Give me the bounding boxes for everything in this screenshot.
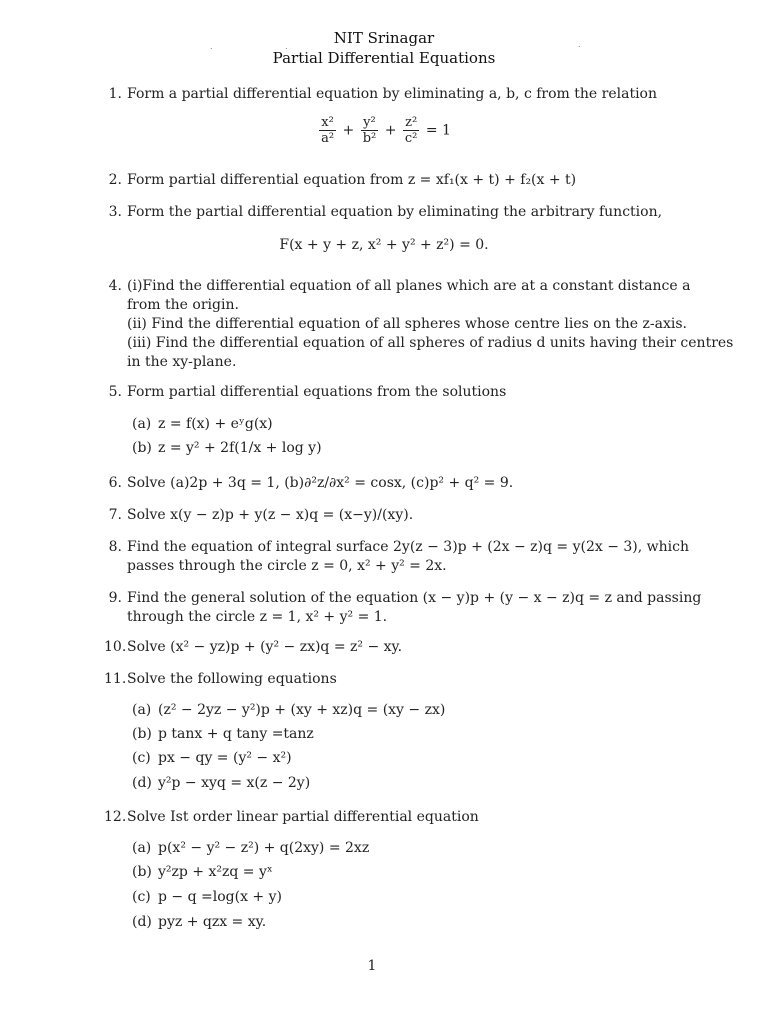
question-text (127, 277, 734, 372)
question-number: 8. (108, 539, 122, 555)
question-line: through the circle z = 1, x² + y² = 1. (127, 609, 388, 625)
scan-dot: . (210, 42, 213, 51)
scan-dot: . (578, 40, 581, 49)
question-text: Solve the following equations (127, 671, 337, 687)
question-line: in the xy-plane. (127, 354, 237, 370)
part-label: (b) (132, 726, 152, 742)
fraction-z (403, 115, 420, 146)
question-line: from the origin. (127, 297, 239, 313)
question-number: 9. (108, 590, 122, 606)
part-label: (a) (132, 702, 152, 718)
question-11-part-c (132, 749, 292, 768)
question-number: 6. (108, 475, 122, 491)
part-text: y²zp + x²zq = yˣ (158, 864, 273, 880)
question-11-part-b (132, 725, 314, 744)
question-text: Form partial differential equations from the solutions (127, 384, 507, 400)
part-label: (b) (132, 440, 152, 456)
part-label: (c) (132, 889, 151, 905)
institution-title: NIT Srinagar (333, 29, 435, 47)
question-text: Form partial differential equation from z = xf₁(x + t) + f₂(x + t) (127, 172, 577, 188)
part-label: (a) (132, 840, 152, 856)
fraction-x (319, 115, 336, 146)
question-text: Form the partial differential equation by eliminating the arbitrary function, (127, 204, 663, 220)
question-text (127, 538, 689, 576)
part-label: (d) (132, 775, 152, 791)
question-number: 11. (104, 671, 127, 687)
part-text: y²p − xyq = x(z − 2y) (158, 775, 311, 791)
part-text: p(x² − y² − z²) + q(2xy) = 2xz (158, 840, 370, 856)
question-5-part-b (132, 439, 322, 458)
question-line: (ii) Find the differential equation of all spheres whose centre lies on the z-axis. (127, 316, 688, 332)
question-text (127, 589, 702, 627)
page-number: 1 (367, 958, 377, 974)
question-number: 3. (108, 204, 122, 220)
part-text: p − q =log(x + y) (158, 889, 282, 905)
question-line: Find the equation of integral surface 2y(z − 3)p + (2x − z)q = y(2x − 3), which (127, 539, 689, 555)
question-text: Solve Ist order linear partial differential equation (127, 809, 479, 825)
part-label: (d) (132, 914, 152, 930)
part-label: (a) (132, 416, 152, 432)
fraction-y (361, 115, 379, 146)
question-text: Solve (a)2p + 3q = 1, (b)∂²z/∂x² = cosx, (c)p² + q² = 9. (127, 475, 514, 491)
equation-rhs: = 1 (425, 122, 451, 139)
subject-title: Partial Differential Equations (272, 49, 496, 67)
question-12-part-a (132, 839, 369, 858)
denominator: c² (404, 131, 418, 146)
part-text: z = f(x) + eʸg(x) (158, 416, 273, 432)
denominator: b² (362, 131, 377, 146)
question-number: 5. (108, 384, 122, 400)
part-label: (c) (132, 750, 151, 766)
question-number: 2. (108, 172, 122, 188)
equation-q1: $\frac{\text{x²}}{\text{a²}}$ + $\frac{\text{y²}}{\text{b²}}$ + $\frac{\text{z²}}{\text{c²}}$ = 1 (321, 115, 451, 146)
numerator: x² (319, 115, 336, 131)
denominator: a² (321, 131, 335, 146)
question-text: Form a partial differential equation by eliminating a, b, c from the relation (127, 86, 657, 102)
question-line: (i)Find the differential equation of all planes which are at a constant distance a (127, 278, 691, 294)
scan-dot: . (285, 42, 288, 51)
part-text: p tanx + q tany =tanz (158, 726, 314, 742)
equation-q3: F(x + y + z, x² + y² + z²) = 0. (279, 237, 489, 253)
part-text: (z² − 2yz − y²)p + (xy + xz)q = (xy − zx) (158, 702, 446, 718)
part-text: pyz + qzx = xy. (158, 914, 267, 930)
question-number: 12. (104, 809, 127, 825)
question-text: Solve (x² − yz)p + (y² − zx)q = z² − xy. (127, 639, 403, 655)
question-number: 1. (108, 86, 122, 102)
question-12-part-d (132, 913, 266, 932)
question-text: Solve x(y − z)p + y(z − x)q = (x−y)/(xy). (127, 507, 414, 523)
question-11-part-a (132, 701, 445, 720)
part-text: px − qy = (y² − x²) (158, 750, 292, 766)
question-5-part-a (132, 415, 273, 434)
part-text: z = y² + 2f(1/x + log y) (158, 440, 322, 456)
question-line: (iii) Find the differential equation of all spheres of radius d units having their centres (127, 335, 734, 351)
part-label: (b) (132, 864, 152, 880)
numerator: z² (403, 115, 420, 131)
question-11-part-d (132, 774, 310, 793)
question-number: 4. (108, 278, 122, 294)
question-number: 7. (108, 507, 122, 523)
numerator: y² (361, 115, 379, 131)
question-number: 10. (104, 639, 127, 655)
question-12-part-b (132, 863, 273, 882)
question-12-part-c (132, 888, 282, 907)
question-line: Find the general solution of the equation (x − y)p + (y − x − z)q = z and passing (127, 590, 702, 606)
question-line: passes through the circle z = 0, x² + y² = 2x. (127, 558, 447, 574)
